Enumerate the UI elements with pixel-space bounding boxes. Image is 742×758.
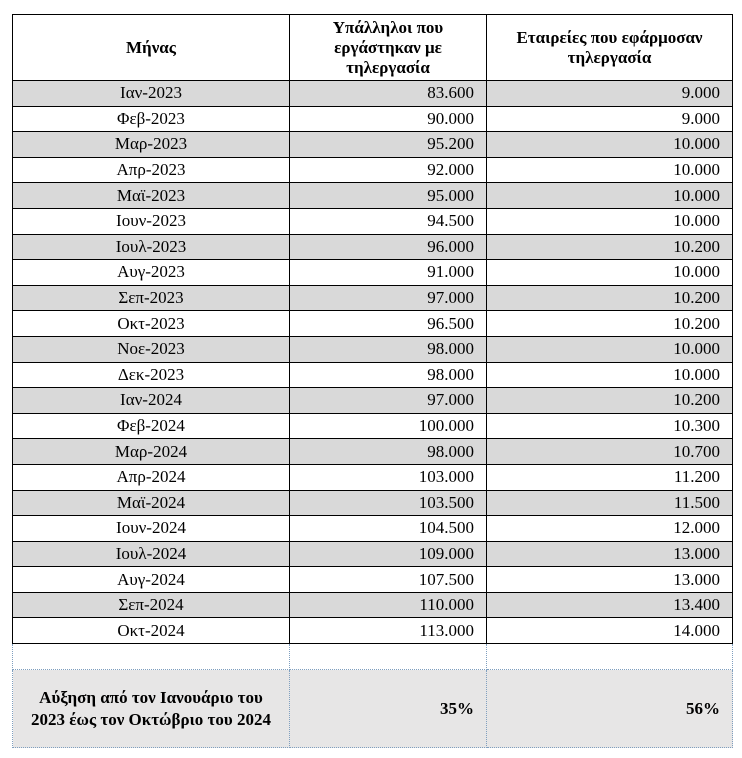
summary-employees: 35% — [290, 670, 487, 748]
month-cell: Μαϊ-2023 — [13, 183, 290, 209]
table-header — [13, 15, 733, 81]
companies-cell: 10.000 — [487, 208, 733, 234]
spacer-cell — [13, 644, 290, 670]
month-cell: Αυγ-2023 — [13, 260, 290, 286]
companies-cell: 10.300 — [487, 413, 733, 439]
telework-table — [12, 14, 733, 748]
table-row — [13, 260, 733, 286]
spacer-row — [13, 644, 733, 670]
table-row — [13, 336, 733, 362]
month-cell: Αυγ-2024 — [13, 567, 290, 593]
table-row — [13, 106, 733, 132]
employees-cell: 92.000 — [290, 157, 487, 183]
table-row — [13, 567, 733, 593]
companies-cell: 10.000 — [487, 362, 733, 388]
companies-cell: 10.200 — [487, 285, 733, 311]
month-cell: Ιουλ-2024 — [13, 541, 290, 567]
employees-cell: 96.500 — [290, 311, 487, 337]
employees-cell: 107.500 — [290, 567, 487, 593]
companies-cell: 12.000 — [487, 516, 733, 542]
month-cell: Δεκ-2023 — [13, 362, 290, 388]
month-cell: Φεβ-2024 — [13, 413, 290, 439]
month-cell: Οκτ-2023 — [13, 311, 290, 337]
companies-cell: 10.000 — [487, 260, 733, 286]
month-cell: Απρ-2024 — [13, 464, 290, 490]
table-row — [13, 464, 733, 490]
companies-cell: 10.000 — [487, 132, 733, 158]
employees-cell: 103.000 — [290, 464, 487, 490]
companies-cell: 10.000 — [487, 336, 733, 362]
employees-cell: 104.500 — [290, 516, 487, 542]
month-cell: Φεβ-2023 — [13, 106, 290, 132]
employees-cell: 83.600 — [290, 81, 487, 107]
month-cell: Μαϊ-2024 — [13, 490, 290, 516]
companies-cell: 11.200 — [487, 464, 733, 490]
employees-cell: 98.000 — [290, 362, 487, 388]
month-cell: Ιουν-2024 — [13, 516, 290, 542]
header-employees: Υπάλληλοι που εργάστηκαν με τηλεργασία — [290, 15, 487, 81]
table-row — [13, 490, 733, 516]
companies-cell: 10.200 — [487, 234, 733, 260]
table-row — [13, 183, 733, 209]
companies-cell: 10.200 — [487, 388, 733, 414]
employees-cell: 95.200 — [290, 132, 487, 158]
header-month: Μήνας — [13, 15, 290, 81]
employees-cell: 94.500 — [290, 208, 487, 234]
header-companies: Εταιρείες που εφάρμοσαν τηλεργασία — [487, 15, 733, 81]
table-row — [13, 132, 733, 158]
employees-cell: 103.500 — [290, 490, 487, 516]
table-row — [13, 516, 733, 542]
employees-cell: 100.000 — [290, 413, 487, 439]
employees-cell: 109.000 — [290, 541, 487, 567]
table-row — [13, 362, 733, 388]
month-cell: Σεπ-2024 — [13, 592, 290, 618]
employees-cell: 96.000 — [290, 234, 487, 260]
table-row — [13, 439, 733, 465]
month-cell: Ιαν-2023 — [13, 81, 290, 107]
employees-cell: 98.000 — [290, 336, 487, 362]
table-row — [13, 413, 733, 439]
employees-cell: 98.000 — [290, 439, 487, 465]
spacer-cell — [487, 644, 733, 670]
table-body — [13, 81, 733, 644]
summary-label: Αύξηση από τον Ιανουάριο του 2023 έως τον Οκτώβριο του 2024 — [13, 670, 290, 748]
companies-cell: 14.000 — [487, 618, 733, 644]
companies-cell: 9.000 — [487, 106, 733, 132]
companies-cell: 10.000 — [487, 183, 733, 209]
companies-cell: 11.500 — [487, 490, 733, 516]
summary-companies: 56% — [487, 670, 733, 748]
employees-cell: 95.000 — [290, 183, 487, 209]
companies-cell: 13.000 — [487, 567, 733, 593]
companies-cell: 13.400 — [487, 592, 733, 618]
table-row — [13, 618, 733, 644]
month-cell: Οκτ-2024 — [13, 618, 290, 644]
month-cell: Σεπ-2023 — [13, 285, 290, 311]
month-cell: Ιουν-2023 — [13, 208, 290, 234]
table-row — [13, 592, 733, 618]
table-footer — [13, 644, 733, 748]
table-row — [13, 541, 733, 567]
companies-cell: 9.000 — [487, 81, 733, 107]
employees-cell: 90.000 — [290, 106, 487, 132]
month-cell: Μαρ-2024 — [13, 439, 290, 465]
companies-cell: 10.200 — [487, 311, 733, 337]
document-page — [12, 14, 732, 748]
table-row — [13, 285, 733, 311]
table-row — [13, 157, 733, 183]
month-cell: Ιουλ-2023 — [13, 234, 290, 260]
companies-cell: 10.700 — [487, 439, 733, 465]
employees-cell: 97.000 — [290, 285, 487, 311]
table-row — [13, 208, 733, 234]
month-cell: Απρ-2023 — [13, 157, 290, 183]
table-row — [13, 311, 733, 337]
employees-cell: 97.000 — [290, 388, 487, 414]
table-row — [13, 81, 733, 107]
spacer-cell — [290, 644, 487, 670]
month-cell: Μαρ-2023 — [13, 132, 290, 158]
employees-cell: 110.000 — [290, 592, 487, 618]
companies-cell: 13.000 — [487, 541, 733, 567]
employees-cell: 113.000 — [290, 618, 487, 644]
month-cell: Ιαν-2024 — [13, 388, 290, 414]
employees-cell: 91.000 — [290, 260, 487, 286]
companies-cell: 10.000 — [487, 157, 733, 183]
summary-row — [13, 670, 733, 748]
table-row — [13, 388, 733, 414]
table-row — [13, 234, 733, 260]
month-cell: Νοε-2023 — [13, 336, 290, 362]
